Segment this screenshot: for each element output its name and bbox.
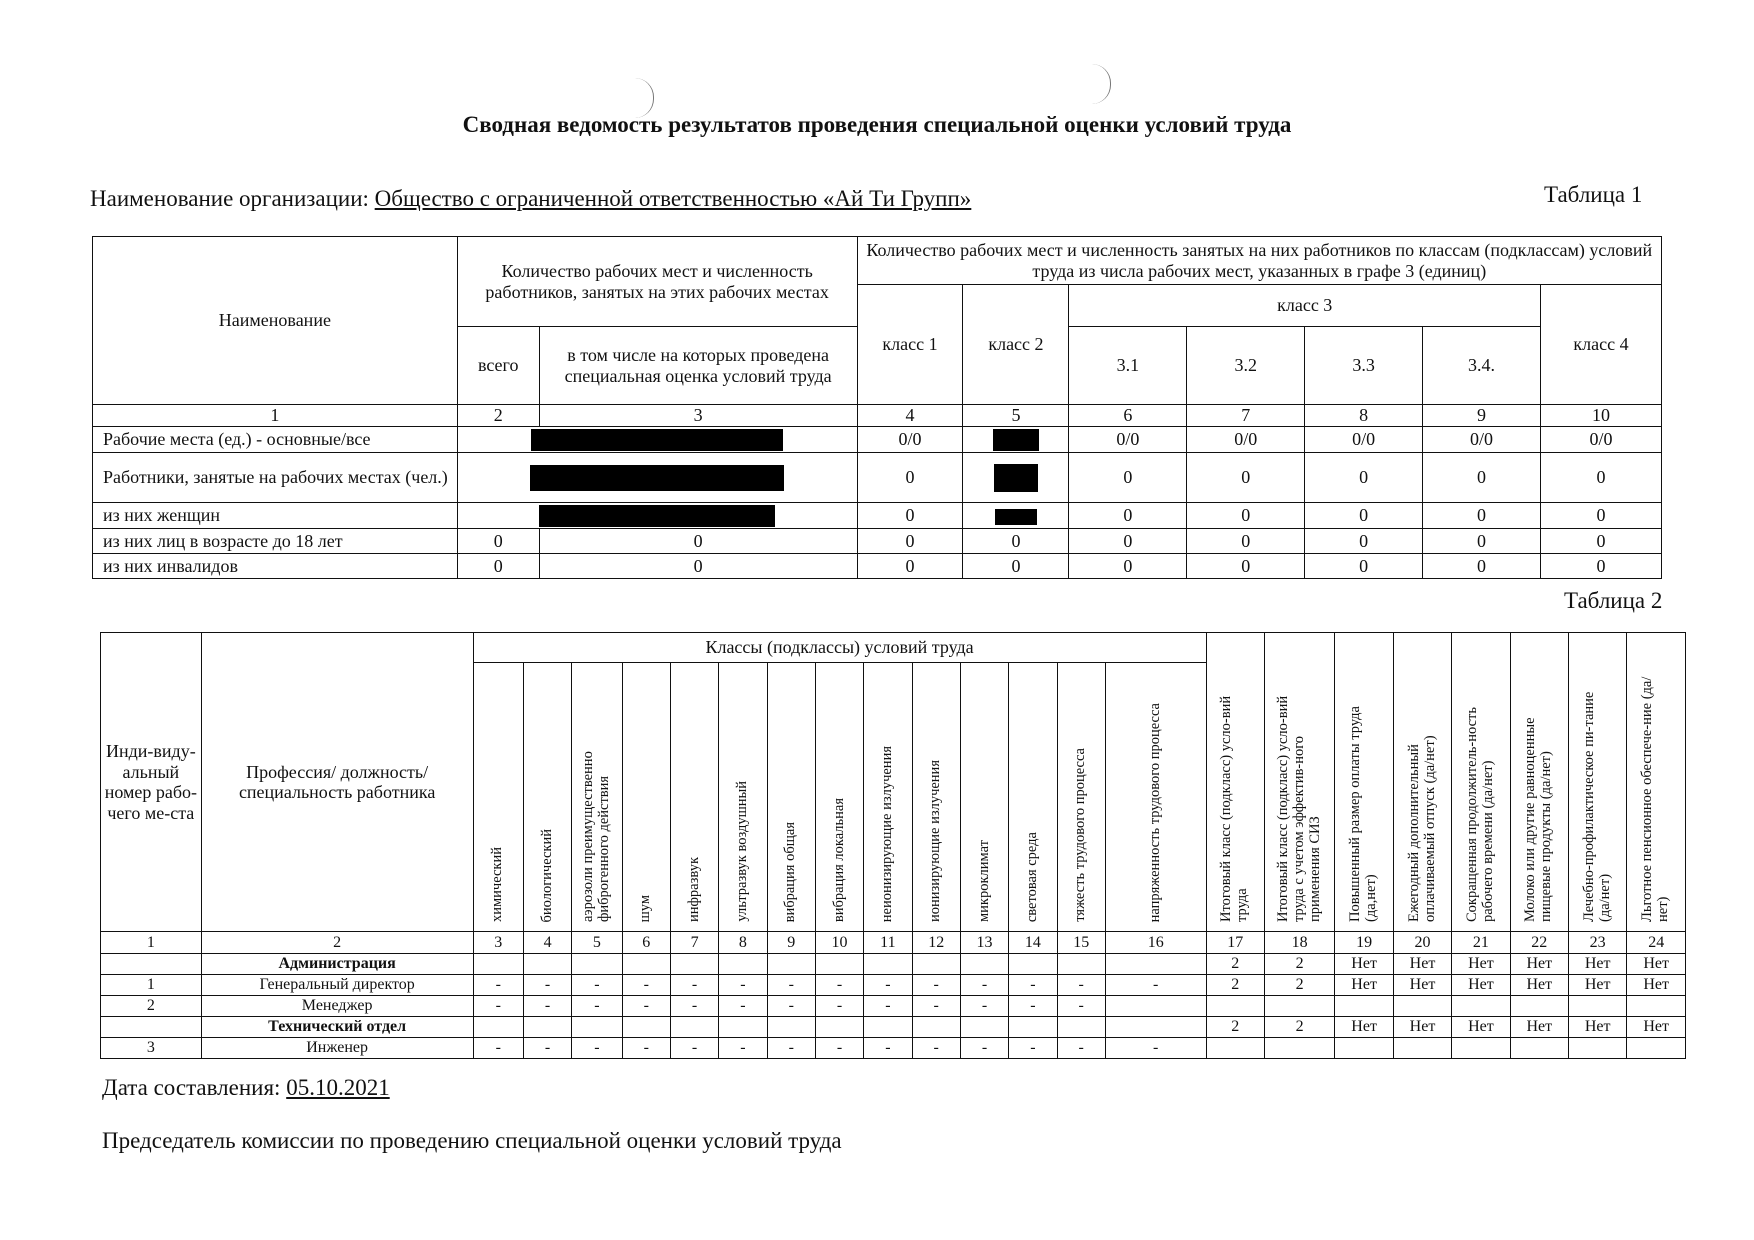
t2-header-col4: биологический xyxy=(523,663,571,932)
t2-factor-cell xyxy=(1105,996,1206,1017)
t2-factor-cell xyxy=(767,1017,815,1038)
t1-row-name: из них лиц в возрасте до 18 лет xyxy=(93,529,458,554)
t2-factor-cell: - xyxy=(960,1038,1008,1059)
t1-col-num: 6 xyxy=(1069,405,1187,427)
t1-cell: 0 xyxy=(1541,529,1662,554)
t1-col-num: 8 xyxy=(1305,405,1423,427)
t2-result-cell xyxy=(1335,996,1393,1017)
t2-factor-cell xyxy=(622,954,670,975)
table-row xyxy=(93,427,1662,453)
t2-factor-cell: - xyxy=(1105,975,1206,996)
t1-cell: 0/0 xyxy=(1305,427,1423,453)
t1-header-3-1: 3.1 xyxy=(1069,327,1187,405)
t2-col-num: 24 xyxy=(1627,932,1686,954)
t1-col-num: 3 xyxy=(539,405,857,427)
t2-position-name: Менеджер xyxy=(201,996,473,1017)
t2-factor-cell: - xyxy=(1009,1038,1057,1059)
t2-header-col10: вибрация локальная xyxy=(815,663,863,932)
table1-label: Таблица 1 xyxy=(1544,182,1643,207)
t1-header-name: Наименование xyxy=(93,237,458,405)
t1-col-num: 2 xyxy=(457,405,539,427)
t1-cell: 0 xyxy=(1541,503,1662,529)
t1-header-count: Количество рабочих мест и численность работников, занятых на этих рабочих местах xyxy=(457,237,857,327)
t2-result-cell: Нет xyxy=(1393,975,1451,996)
t1-col-num: 1 xyxy=(93,405,458,427)
table-row xyxy=(93,529,1662,554)
t2-header-col16: напряженность трудового процесса xyxy=(1105,663,1206,932)
t2-factor-cell xyxy=(912,954,960,975)
t1-cell: 0 xyxy=(1541,554,1662,579)
t2-factor-cell xyxy=(719,954,767,975)
t1-cell: 0/0 xyxy=(1541,427,1662,453)
t2-result-cell xyxy=(1568,996,1626,1017)
t2-factor-cell: - xyxy=(523,996,571,1017)
t2-col-num: 15 xyxy=(1057,932,1105,954)
t1-cell: 0 xyxy=(963,554,1069,579)
t2-factor-cell: - xyxy=(670,1038,718,1059)
t2-factor-cell: - xyxy=(473,975,523,996)
table-row xyxy=(101,954,1686,975)
table-row xyxy=(101,1038,1686,1059)
redacted-value xyxy=(963,453,1069,503)
t2-factor-cell: - xyxy=(523,975,571,996)
t2-result-cell xyxy=(1568,1038,1626,1059)
t2-factor-cell xyxy=(960,1017,1008,1038)
t1-cell: 0 xyxy=(1069,554,1187,579)
t2-result-cell xyxy=(1335,1038,1393,1059)
t2-factor-cell: - xyxy=(622,1038,670,1059)
t2-header-col24: Льготное пенсионное обеспече-ние (да/нет) xyxy=(1627,633,1686,932)
t2-col-num: 12 xyxy=(912,932,960,954)
t1-row-name: из них женщин xyxy=(93,503,458,529)
t2-col-num: 8 xyxy=(719,932,767,954)
t2-factor-cell: - xyxy=(572,996,622,1017)
t1-column-numbers xyxy=(93,405,1662,427)
organization-label: Наименование организации: xyxy=(90,186,369,211)
t1-cell: 0 xyxy=(963,529,1069,554)
t2-result-cell: Нет xyxy=(1627,954,1686,975)
t1-cell: 0/0 xyxy=(1423,427,1541,453)
t1-cell: 0 xyxy=(1187,503,1305,529)
t2-factor-cell xyxy=(1009,954,1057,975)
t1-cell: 0 xyxy=(1187,453,1305,503)
t2-factor-cell: - xyxy=(523,1038,571,1059)
t2-result-cell xyxy=(1393,1038,1451,1059)
t2-factor-cell xyxy=(815,954,863,975)
redacted-value xyxy=(457,453,857,503)
t1-cell: 0 xyxy=(1423,503,1541,529)
t2-result-cell: 2 xyxy=(1264,954,1334,975)
binder-hole-mark xyxy=(1092,64,1111,104)
t2-factor-cell xyxy=(670,1017,718,1038)
t1-cell: 0 xyxy=(857,554,963,579)
t2-header-col14: световая среда xyxy=(1009,663,1057,932)
t1-cell: 0 xyxy=(1069,529,1187,554)
t2-col-num: 23 xyxy=(1568,932,1626,954)
t2-result-cell xyxy=(1206,996,1264,1017)
t2-col-num: 13 xyxy=(960,932,1008,954)
t1-cell: 0 xyxy=(1305,529,1423,554)
t2-factor-cell: - xyxy=(622,996,670,1017)
t2-header-col23: Лечебно-профилактическое пи-тание (да/нет) xyxy=(1568,633,1626,932)
t2-result-cell: Нет xyxy=(1335,975,1393,996)
redacted-value xyxy=(963,503,1069,529)
t1-col-num: 5 xyxy=(963,405,1069,427)
t2-col-num: 14 xyxy=(1009,932,1057,954)
t2-factor-cell xyxy=(572,954,622,975)
date-value: 05.10.2021 xyxy=(286,1075,390,1100)
t2-result-cell: 2 xyxy=(1206,954,1264,975)
t2-header-col9: вибрация общая xyxy=(767,663,815,932)
t2-factor-cell: - xyxy=(622,975,670,996)
table-row xyxy=(93,453,1662,503)
t2-col-num: 9 xyxy=(767,932,815,954)
t1-cell: 0 xyxy=(1305,503,1423,529)
t1-cell: 0 xyxy=(1069,453,1187,503)
t2-col-num: 16 xyxy=(1105,932,1206,954)
t2-factor-cell: - xyxy=(912,996,960,1017)
t2-header-col19: Повышенный размер оплаты труда (да,нет) xyxy=(1335,633,1393,932)
t2-factor-cell: - xyxy=(1057,1038,1105,1059)
date-line xyxy=(102,1075,390,1101)
t2-factor-cell xyxy=(1105,954,1206,975)
t2-factor-cell xyxy=(473,954,523,975)
t1-cell: 0 xyxy=(1069,503,1187,529)
t2-col-num: 18 xyxy=(1264,932,1334,954)
t2-factor-cell xyxy=(864,954,912,975)
t2-factor-cell xyxy=(815,1017,863,1038)
t2-result-cell xyxy=(1393,996,1451,1017)
t1-cell: 0 xyxy=(1423,554,1541,579)
t1-cell: 0 xyxy=(539,529,857,554)
t2-position-name: Инженер xyxy=(201,1038,473,1059)
t2-result-cell xyxy=(1264,996,1334,1017)
t1-cell: 0 xyxy=(1541,453,1662,503)
t2-factor-cell: - xyxy=(1009,975,1057,996)
t2-col-num: 10 xyxy=(815,932,863,954)
table-row xyxy=(93,503,1662,529)
document-title: Сводная ведомость результатов проведения специальной оценки условий труда xyxy=(462,112,1292,137)
t1-cell: 0 xyxy=(1423,529,1541,554)
t2-col-num: 2 xyxy=(201,932,473,954)
table-row xyxy=(101,975,1686,996)
t2-factor-cell xyxy=(523,954,571,975)
t1-header-3-2: 3.2 xyxy=(1187,327,1305,405)
t2-body xyxy=(101,954,1686,1059)
t2-factor-cell xyxy=(473,1017,523,1038)
t2-result-cell: 2 xyxy=(1206,975,1264,996)
t2-factor-cell xyxy=(767,954,815,975)
t2-department-name: Администрация xyxy=(201,954,473,975)
t2-result-cell xyxy=(1627,996,1686,1017)
t2-header-col18: Итоговый класс (подкласс) усло-вий труда с учетом эффектив-ного применения СИЗ xyxy=(1264,633,1334,932)
t1-cell: 0 xyxy=(1305,554,1423,579)
t2-header-col22: Молоко или другие равноценные пищевые продукты (да/нет) xyxy=(1510,633,1568,932)
t2-header-profession: Профессия/ должность/ специальность работника xyxy=(201,633,473,932)
t2-workplace-num xyxy=(101,954,202,975)
t2-col-num: 22 xyxy=(1510,932,1568,954)
t1-header-total: всего xyxy=(457,327,539,405)
t2-workplace-num: 3 xyxy=(101,1038,202,1059)
t2-col-num: 17 xyxy=(1206,932,1264,954)
t2-col-num: 11 xyxy=(864,932,912,954)
t2-workplace-num: 2 xyxy=(101,996,202,1017)
t2-position-name: Генеральный директор xyxy=(201,975,473,996)
t2-result-cell: Нет xyxy=(1510,1017,1568,1038)
t2-col-num: 19 xyxy=(1335,932,1393,954)
t1-cell: 0 xyxy=(857,453,963,503)
date-label: Дата составления: xyxy=(102,1075,281,1100)
t2-result-cell: Нет xyxy=(1568,954,1626,975)
t2-factor-cell: - xyxy=(1057,975,1105,996)
t2-result-cell: 2 xyxy=(1206,1017,1264,1038)
table-row xyxy=(101,996,1686,1017)
t2-factor-cell: - xyxy=(912,1038,960,1059)
t2-factor-cell xyxy=(523,1017,571,1038)
t2-factor-cell xyxy=(912,1017,960,1038)
t2-result-cell xyxy=(1452,1038,1510,1059)
t2-header-col21: Сокращенная продолжитель-ность рабочего времени (да/нет) xyxy=(1452,633,1510,932)
t2-result-cell xyxy=(1264,1038,1334,1059)
t2-result-cell: Нет xyxy=(1452,975,1510,996)
t1-cell: 0/0 xyxy=(1069,427,1187,453)
t2-result-cell: 2 xyxy=(1264,975,1334,996)
t2-header-col12: ионизирующие излучения xyxy=(912,663,960,932)
t2-result-cell xyxy=(1510,1038,1568,1059)
t1-row-name: Работники, занятые на рабочих местах (чел.) xyxy=(93,453,458,503)
t1-header-class1: класс 1 xyxy=(857,285,963,405)
t1-cell: 0/0 xyxy=(857,427,963,453)
t2-result-cell: Нет xyxy=(1335,1017,1393,1038)
t2-factor-cell: - xyxy=(719,975,767,996)
t2-factor-cell: - xyxy=(572,975,622,996)
t2-col-num: 1 xyxy=(101,932,202,954)
t2-header-col6: шум xyxy=(622,663,670,932)
t1-cell: 0 xyxy=(857,529,963,554)
t2-factor-cell xyxy=(1057,954,1105,975)
summary-table-2 xyxy=(100,632,1686,1059)
t2-header-col3: химический xyxy=(473,663,523,932)
t2-header-col11: неионизирующие излучения xyxy=(864,663,912,932)
t2-factor-cell: - xyxy=(1009,996,1057,1017)
t2-factor-cell xyxy=(1009,1017,1057,1038)
redacted-value xyxy=(457,427,857,453)
table-row xyxy=(93,554,1662,579)
t2-result-cell: Нет xyxy=(1568,1017,1626,1038)
t2-factor-cell: - xyxy=(767,1038,815,1059)
t2-result-cell: Нет xyxy=(1393,954,1451,975)
t1-header-3-3: 3.3 xyxy=(1305,327,1423,405)
t2-factor-cell xyxy=(864,1017,912,1038)
t2-factor-cell: - xyxy=(864,1038,912,1059)
t1-col-num: 4 xyxy=(857,405,963,427)
t2-factor-cell xyxy=(1057,1017,1105,1038)
t1-col-num: 7 xyxy=(1187,405,1305,427)
t2-result-cell: Нет xyxy=(1335,954,1393,975)
t2-result-cell: Нет xyxy=(1627,1017,1686,1038)
t1-header-3-4: 3.4. xyxy=(1423,327,1541,405)
t2-factor-cell: - xyxy=(960,975,1008,996)
t2-col-num: 5 xyxy=(572,932,622,954)
t2-factor-cell xyxy=(960,954,1008,975)
t2-factor-cell: - xyxy=(670,996,718,1017)
t2-factor-cell xyxy=(719,1017,767,1038)
t1-header-class3: класс 3 xyxy=(1069,285,1541,327)
t2-result-cell xyxy=(1452,996,1510,1017)
t2-col-num: 4 xyxy=(523,932,571,954)
t2-column-numbers xyxy=(101,932,1686,954)
t2-header-col15: тяжесть трудового процесса xyxy=(1057,663,1105,932)
t2-factor-cell: - xyxy=(670,975,718,996)
t2-workplace-num: 1 xyxy=(101,975,202,996)
t1-cell: 0 xyxy=(857,503,963,529)
t2-header-col5: аэрозоли преимущественно фиброгенного действия xyxy=(572,663,622,932)
t2-factor-cell: - xyxy=(1057,996,1105,1017)
t2-factor-cell: - xyxy=(767,975,815,996)
t2-col-num: 7 xyxy=(670,932,718,954)
organization-line xyxy=(90,186,971,212)
t2-factor-cell: - xyxy=(864,975,912,996)
t1-cell: 0 xyxy=(1423,453,1541,503)
t1-cell: 0 xyxy=(1187,554,1305,579)
t2-result-cell: Нет xyxy=(1452,1017,1510,1038)
t2-header-col8: ультразвук воздушный xyxy=(719,663,767,932)
t2-factor-cell: - xyxy=(767,996,815,1017)
t2-workplace-num xyxy=(101,1017,202,1038)
t2-result-cell: Нет xyxy=(1452,954,1510,975)
t2-department-name: Технический отдел xyxy=(201,1017,473,1038)
t1-cell: 0 xyxy=(1305,453,1423,503)
t2-factor-cell xyxy=(622,1017,670,1038)
t2-col-num: 20 xyxy=(1393,932,1451,954)
t2-factor-cell xyxy=(670,954,718,975)
t2-header-num: Инди-виду-альный номер рабо-чего ме-ста xyxy=(101,633,202,932)
summary-table-1 xyxy=(92,236,1662,579)
t2-factor-cell: - xyxy=(864,996,912,1017)
t1-col-num: 9 xyxy=(1423,405,1541,427)
t2-header-classes: Классы (подклассы) условий труда xyxy=(473,633,1206,663)
t1-header-class2: класс 2 xyxy=(963,285,1069,405)
t1-cell: 0 xyxy=(457,554,539,579)
redacted-value xyxy=(963,427,1069,453)
t2-col-num: 3 xyxy=(473,932,523,954)
t2-col-num: 21 xyxy=(1452,932,1510,954)
t2-result-cell: 2 xyxy=(1264,1017,1334,1038)
t2-result-cell xyxy=(1206,1038,1264,1059)
t2-result-cell: Нет xyxy=(1510,954,1568,975)
redacted-value xyxy=(457,503,857,529)
t2-col-num: 6 xyxy=(622,932,670,954)
t2-result-cell: Нет xyxy=(1568,975,1626,996)
t2-header-col20: Ежегодный дополнительный оплачиваемый отпуск (да/нет) xyxy=(1393,633,1451,932)
chairman-line: Председатель комиссии по проведению специальной оценки условий труда xyxy=(102,1128,842,1153)
t2-result-cell xyxy=(1510,996,1568,1017)
t1-col-num: 10 xyxy=(1541,405,1662,427)
t2-result-cell: Нет xyxy=(1510,975,1568,996)
t1-cell: 0 xyxy=(1187,529,1305,554)
table-row xyxy=(101,1017,1686,1038)
table2-label: Таблица 2 xyxy=(1564,588,1663,613)
t2-factor-cell: - xyxy=(815,996,863,1017)
t2-factor-cell: - xyxy=(473,996,523,1017)
t2-header-col7: инфразвук xyxy=(670,663,718,932)
t2-result-cell xyxy=(1627,1038,1686,1059)
t2-factor-cell: - xyxy=(719,1038,767,1059)
t2-factor-cell: - xyxy=(815,975,863,996)
t1-row-name: Рабочие места (ед.) - основные/все xyxy=(93,427,458,453)
t1-cell: 0 xyxy=(457,529,539,554)
t1-header-assessed: в том числе на которых проведена специальная оценка условий труда xyxy=(539,327,857,405)
t2-factor-cell xyxy=(572,1017,622,1038)
t1-row-name: из них инвалидов xyxy=(93,554,458,579)
t2-factor-cell: - xyxy=(815,1038,863,1059)
t1-header-class4: класс 4 xyxy=(1541,285,1662,405)
t2-factor-cell: - xyxy=(912,975,960,996)
t2-factor-cell: - xyxy=(719,996,767,1017)
t2-result-cell: Нет xyxy=(1393,1017,1451,1038)
t2-result-cell: Нет xyxy=(1627,975,1686,996)
t2-factor-cell: - xyxy=(1105,1038,1206,1059)
organization-name: Общество с ограниченной ответственностью «Ай Ти Групп» xyxy=(374,186,972,211)
t2-factor-cell xyxy=(1105,1017,1206,1038)
t2-factor-cell: - xyxy=(960,996,1008,1017)
t2-factor-cell: - xyxy=(572,1038,622,1059)
t2-header-col13: микроклимат xyxy=(960,663,1008,932)
t1-header-classes: Количество рабочих мест и численность занятых на них работников по классам (подклассам) условий труда из числа рабочих мест, указанных в графе 3 (единиц) xyxy=(857,237,1661,285)
t1-cell: 0 xyxy=(539,554,857,579)
t1-cell: 0/0 xyxy=(1187,427,1305,453)
t2-factor-cell: - xyxy=(473,1038,523,1059)
t2-header-col17: Итоговый класс (подкласс) усло-вий труда xyxy=(1206,633,1264,932)
